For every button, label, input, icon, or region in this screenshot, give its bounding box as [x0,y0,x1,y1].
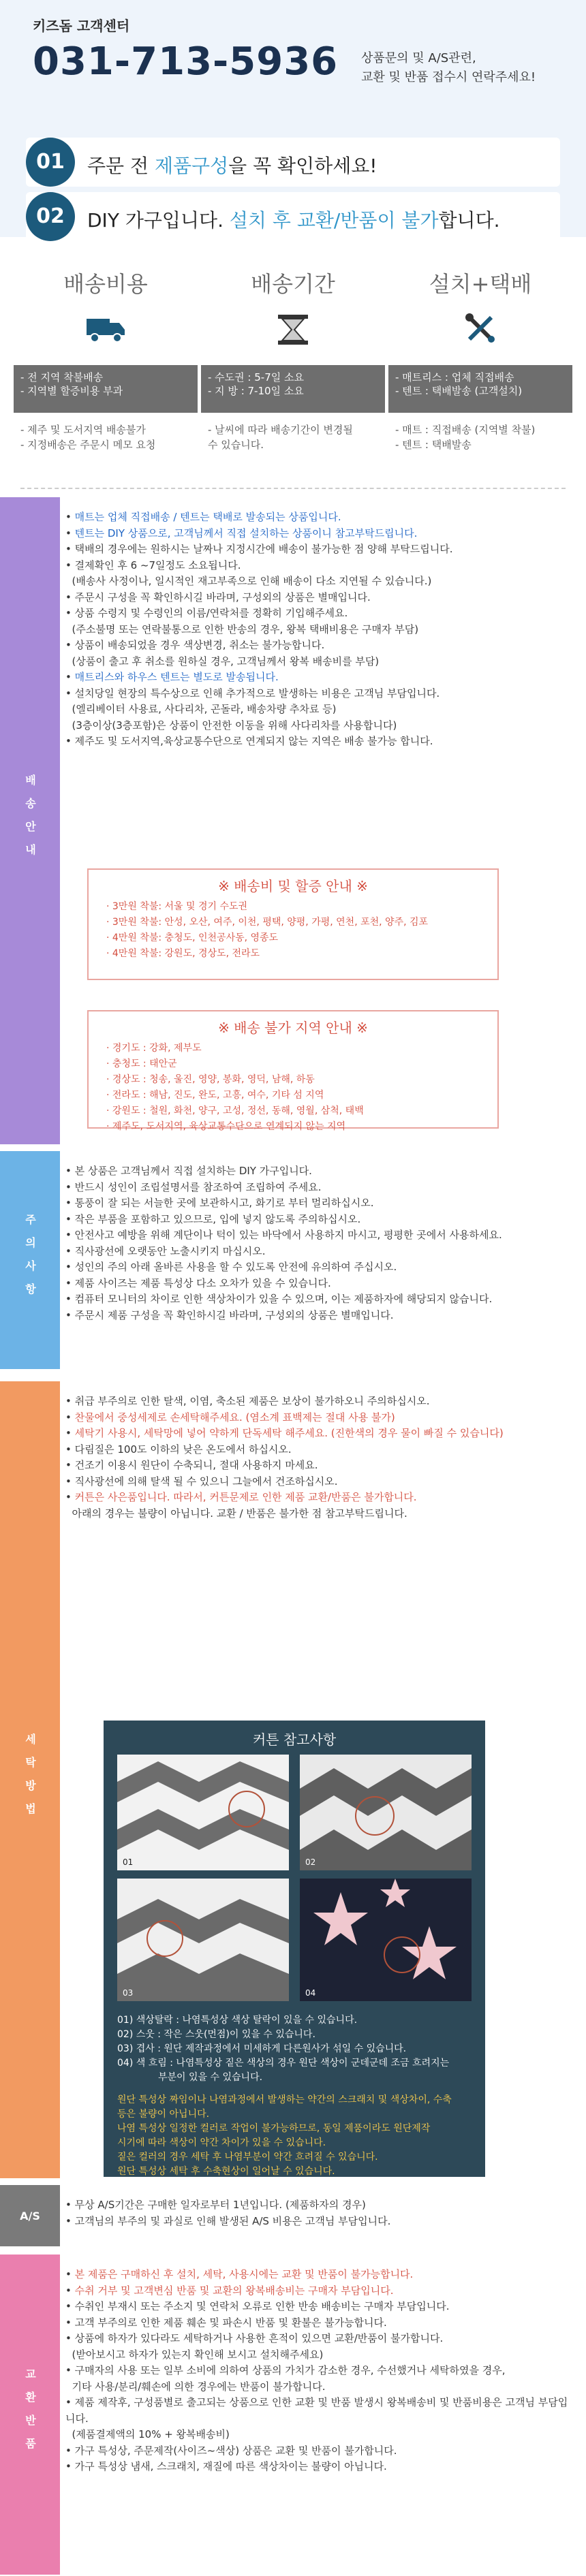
care-description: 01) 색상탈락 : 나염특성상 색상 탈락이 있을 수 있습니다. 02) 스웃 : 작은 스웃(먼점)이 있을 수 있습니다. 03) 겹사 : 원단 제작과정에서 미세하게 다른원사가 섞일 수 있습니다. 04) 색 흐림 : 나염특성상 짙은 색상의 경우 원단 색상이 군데군데 조금 흐려지는 부분이 있을 수 있습니다. 원단 특성상 짜임이나 나염과정에서 발생하는 약간의 스크래치 및 색상차이, 수축 등은 불량이 아닙니다. 나염 특성상 일정한 컬러로 작업이 불가능하므로, 동일 제품이라도 원단제작 시기에 따라 색상이 약간 차이가 있을 수 있습니다. 짙은 컬러의 경우 세탁 후 나염부분이 약간 흐려질 수 있습니다. 원단 특성상 세탁 후 수축현상이 일어날 수 있습니다. [117,2015,452,2177]
notice-text: 주문 전 제품구성을 꼭 확인하세요! [87,155,377,177]
list-item: • 고객 부주의로 인한 제품 훼손 및 파손시 반품 및 환불은 불가능합니다. [65,2316,387,2329]
shipping-period-column [201,251,385,469]
surcharge-info-box [87,868,499,980]
list-item: 기타 사용/분리/훼손에 의한 경우에는 반품이 불가합니다. [72,2380,326,2393]
list-item: • 가구 특성상, 주문제작(사이즈~색상) 상품은 교환 및 반품이 불가합니다. [65,2444,397,2457]
customer-center-title: 키즈돔 고객센터 [33,18,130,34]
list-item: • 컴퓨터 모니터의 차이로 인한 색상차이가 있을 수 있으며, 이는 제품하자에 해당되지 않습니다. [65,1293,493,1305]
section-label: A/S [0,2185,60,2246]
photo-label: 02 [305,1857,316,1867]
info-box-title: ※ 배송비 및 할증 안내 ※ [218,878,368,894]
section-label: 교환반품 [0,2255,60,2575]
photo-label: 04 [305,1988,316,1998]
divider [20,488,566,489]
column-notes: - 제주 및 도서지역 배송불가 - 지정배송은 주문시 메모 요청 [20,424,156,451]
column-highlight-box: - 수도권 : 5-7일 소요 - 지 방 : 7-10일 소요 [201,365,385,413]
list-item: • 주문시 제품 구성을 꼭 확인하시길 바라며, 구성외의 상품은 별매입니다. [65,1308,394,1321]
as-content [65,2197,575,2229]
column-title: 배송기간 [251,271,335,297]
photo-label: 01 [123,1857,134,1867]
fabric-photo-02 [300,1755,472,1870]
list-item: • 주문시 구성을 꼭 확인하시길 바라며, 구성외의 상품은 별매입니다. [65,591,371,603]
list-item: • 택배의 경우에는 원하시는 날짜나 지정시간에 배송이 불가능한 점 양해 부탁드립니다. [65,543,453,555]
photo-label: 03 [123,1988,134,1998]
list-item: • 본 상품은 고객님께서 직접 설치하는 DIY 가구입니다. [65,1165,312,1177]
calendar-icon [273,312,313,346]
list-item: • 구매자의 사용 또는 일부 소비에 의하여 상품의 가치가 감소한 경우, 수선했거나 세탁하였을 경우, [65,2364,506,2376]
shipping-cost-column [14,251,198,469]
section-label: 세탁방법 [0,1381,60,2178]
unavailable-area-box [87,1010,499,1132]
notice-number: 01 [26,138,75,187]
list-item: • 건조기 이용시 원단이 수축되니, 절대 사용하지 마세요. [65,1459,318,1471]
list-item: • 상품에 하자가 있다라도 세탁하거나 사용한 흔적이 있으면 교환/반품이 불가합니다. [65,2332,444,2344]
fabric-photo-01 [117,1755,289,1870]
list-item: • 제주도 및 도서지역,육상교통수단으로 연계되지 않는 지역은 배송 불가능 합니다. [65,735,433,747]
list-item: • 매트는 업체 직접배송 / 텐트는 택배로 발송되는 상품입니다. [65,511,341,523]
column-notes: - 날씨에 따라 배송기간이 변경될 수 있습니다. [208,424,353,451]
fabric-photo-03 [117,1879,289,2001]
caution-section [0,1151,586,1369]
list-item: • 텐트는 DIY 상품으로, 고객님께서 직접 설치하는 상품이니 참고부탁드립니다. [65,527,418,539]
list-item: • 설치당일 현장의 특수상으로 인해 추가적으로 발생하는 비용은 고객님 부담입니다. [65,687,440,700]
column-title: 배송비용 [63,271,148,297]
list-item: • 안전사고 예방을 위해 계단이나 턱이 있는 바닥에서 사용하지 마시고, 평평한 곳에서 사용하세요. [65,1229,502,1241]
list-item: • 무상 A/S기간은 구매한 일자로부터 1년입니다. (제품하자의 경우) [65,2199,366,2211]
list-item: • 직사광선에 의해 탈색 될 수 있으니 그늘에서 건조하십시오. [65,1475,338,1488]
list-item: (주소불명 또는 연락불통으로 인한 반송의 경우, 왕복 택배비용은 구매자 부담) [72,623,419,635]
list-item: • 직사광선에 오랫동안 노출시키지 마십시오. [65,1244,266,1257]
info-box-title: ※ 배송 불가 지역 안내 ※ [218,1020,368,1036]
as-section [0,2185,586,2246]
list-item: (제품결제액의 10% + 왕복배송비) [72,2428,230,2440]
list-item: • 다림질은 100도 이하의 낮은 온도에서 하십시오. [65,1443,292,1456]
list-item: (3층이상(3층포함)은 상품이 안전한 이동을 위해 사다리차를 사용합니다) [72,719,397,732]
exchange-content [65,2267,575,2475]
list-item: (배송사 사정이나, 일시적인 재고부족으로 인해 배송이 다소 지연될 수 있습니다.) [72,575,432,587]
tools-icon [460,312,501,346]
notice-1 [26,138,560,187]
list-item: • 성인의 주의 아래 올바른 사용을 할 수 있도록 안전에 유의하여 주십시오. [65,1261,397,1273]
curtain-care-panel [104,1721,485,2177]
list-item: • 상품 수령지 및 수령인의 이름/연락처를 정확히 기입해주세요. [65,607,348,619]
installation-column [388,251,572,469]
list-item: • 수취인 부재시 또는 주소지 및 연락처 오류로 인한 반송 배송비는 구매자 부담입니다. [65,2300,450,2312]
list-item: • 취급 부주의로 인한 탈색, 이염, 축소된 제품은 보상이 불가하오니 주의하십시오. [65,1395,430,1407]
list-item: • 상품이 배송되었을 경우 색상변경, 취소는 불가능합니다. [65,639,325,651]
column-title: 설치+택배 [429,271,532,297]
column-highlight-box: - 전 지역 착불배송 - 지역별 할증비용 부과 [14,365,198,413]
list-item: • 가구 특성상 냄새, 스크래치, 재질에 따른 색상차이는 불량이 아닙니다. [65,2460,387,2472]
care-panel-title: 커튼 참고사항 [252,1731,337,1748]
list-item: (엘리베이터 사용료, 사다리차, 곤돌라, 배송차량 추차료 등) [72,703,337,715]
caution-content [65,1163,575,1323]
section-label: 주의사항 [0,1151,60,1369]
list-item: • 세탁기 사용시, 세탁망에 넣어 약하게 단독세탁 해주세요. (진한색의 경우 물이 빠질 수 있습니다) [65,1427,504,1439]
notice-number: 02 [26,192,75,241]
list-item: • 커튼은 사은품입니다. 따라서, 커튼문제로 인한 제품 교환/반품은 불가합니다. [65,1491,417,1503]
fabric-photo-04 [300,1879,472,2001]
column-highlight-box: - 매트리스 : 업체 직접배송 - 텐트 : 택배발송 (고객설치) [388,365,572,413]
list-item: (상품이 출고 후 취소를 원하실 경우, 고객님께서 왕복 배송비를 부담) [72,655,380,667]
list-item: • 고객님의 부주의 및 과실로 인해 발생된 A/S 비용은 고객님 부담입니다. [65,2214,391,2227]
list-item: • 본 제품은 구매하신 후 설치, 세탁, 사용시에는 교환 및 반품이 불가능합니다. [65,2268,414,2280]
delivery-content [65,509,575,750]
list-item: (받아보시고 하자가 있는지 확인해 보시고 설치해주세요) [72,2348,324,2361]
list-item: • 제품 제작후, 구성품별로 출고되는 상품으로 인한 교환 및 반품 발생시 왕복배송비 및 반품비용은 고객님 부담입니다. [65,2396,568,2425]
washing-content [65,1394,575,1522]
list-item: • 작은 부품을 포함하고 있으므로, 입에 넣지 않도록 주의하십시오. [65,1212,361,1225]
phone-description: 상품문의 및 A/S관련, 교환 및 반품 접수시 연락주세요! [361,51,536,84]
list-item: • 수취 거부 및 고객변심 반품 및 교환의 왕복배송비는 구매자 부담입니다. [65,2284,394,2297]
list-item: • 제품 사이즈는 제품 특성상 다소 오차가 있을 수 있습니다. [65,1276,331,1289]
column-notes: - 매트 : 직접배송 (지역별 착불) - 텐트 : 택배발송 [395,424,536,451]
notice-2 [26,192,560,241]
list-item: • 찬물에서 중성세제로 손세탁해주세요. (염소계 표백제는 절대 사용 불가) [65,1411,395,1424]
list-item: • 통풍이 잘 되는 서늘한 곳에 보관하시고, 화기로 부터 멀리하십시오. [65,1197,374,1209]
info-box-list: · 경기도 : 강화, 제부도 · 충청도 : 태안군 · 경상도 : 청송, 울진, 영양, 봉화, 영덕, 남해, 하동 · 전라도 : 해남, 진도, 완도, 고흥, 여수, 기타 섬 지역 · 강원도 : 철원, 화천, 양구, 고성, 정선, 동해, 영월, 삼척, 태백 · 제주도, 도서지역, 육상교통수단으로 연계되지 않는 지역 [106,1043,364,1132]
section-label: 배송안내 [0,497,60,1144]
notice-text: DIY 가구입니다. 설치 후 교환/반품이 불가합니다. [87,209,500,232]
list-item: • 결제확인 후 6 ~7일정도 소요됩니다. [65,559,241,571]
list-item: 아래의 경우는 불량이 아닙니다. 교환 / 반품은 불가한 점 참고부탁드립니다. [72,1507,407,1520]
exchange-section [0,2255,586,2575]
truck-icon [85,312,126,346]
list-item: • 매트리스와 하우스 텐트는 별도로 발송됩니다. [65,671,279,683]
list-item: • 반드시 성인이 조립설명서를 참조하여 조립하여 주세요. [65,1180,322,1193]
info-box-list: · 3만원 착불: 서울 및 경기 수도권 · 3만원 착불: 안성, 오산, 여주, 이천, 평택, 양평, 가평, 연천, 포천, 양주, 김포 · 4만원 착불: 충청도, 인천공사동, 영종도 · 4만원 착불: 강원도, 경상도, 전라도 [106,901,429,959]
phone-number[interactable]: 031-713-5936 [33,40,339,84]
